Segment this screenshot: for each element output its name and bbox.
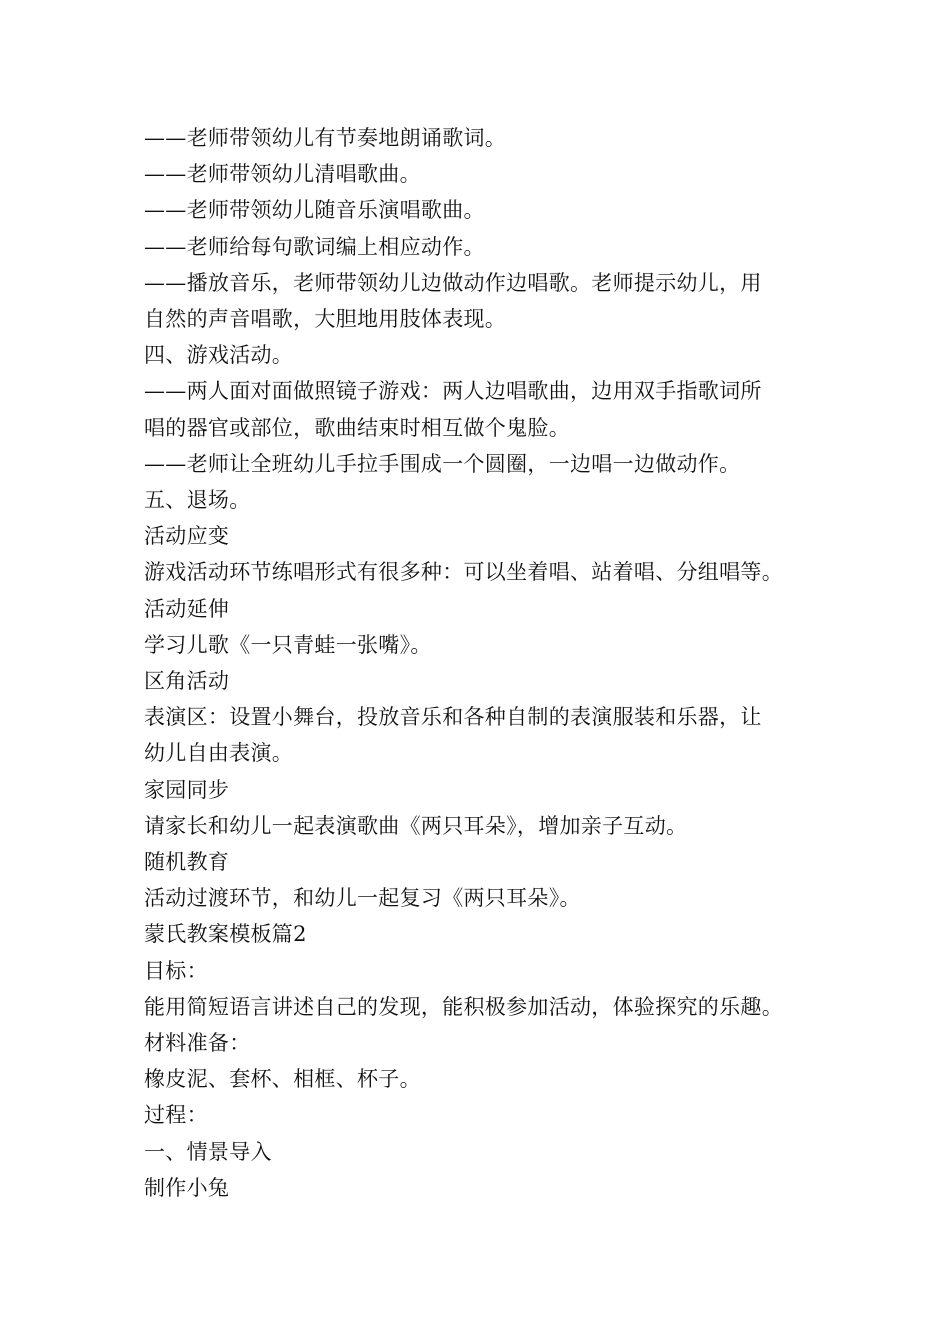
text-line: 游戏活动环节练唱形式有很多种：可以坐着唱、站着唱、分组唱等。: [144, 560, 783, 585]
text-line: 请家长和幼儿一起表演歌曲《两只耳朵》，增加亲子互动。: [144, 813, 688, 838]
text-line: 表演区：设置小舞台，投放音乐和各种自制的表演服装和乐器，让: [144, 705, 762, 730]
text-line: ——老师带领幼儿有节奏地朗诵歌词。: [144, 126, 507, 150]
section-heading: 随机教育: [144, 850, 230, 875]
section-heading: 材料准备：: [144, 1031, 251, 1056]
text-line: ——老师带领幼儿清唱歌曲。: [144, 162, 421, 187]
section-heading: 目标：: [144, 958, 208, 983]
section-heading: 一、情景导入: [144, 1139, 272, 1164]
text-line: 幼儿自由表演。: [144, 741, 294, 766]
text-line: 自然的声音唱歌，大胆地用肢体表现。: [144, 307, 507, 332]
text-line: ——老师给每句歌词编上相应动作。: [144, 234, 485, 259]
text-line: 唱的器官或部位，歌曲结束时相互做个鬼脸。: [144, 415, 570, 440]
section-heading: 四、游戏活动。: [144, 343, 294, 368]
text-line: ——两人面对面做照镜子游戏：两人边唱歌曲，边用双手指歌词所: [144, 379, 762, 404]
text-line: 活动过渡环节，和幼儿一起复习《两只耳朵》。: [144, 886, 581, 911]
text-line: 制作小兔: [144, 1175, 230, 1200]
text-line: 能用简短语言讲述自己的发现，能积极参加活动，体验探究的乐趣。: [144, 994, 783, 1019]
section-heading: 活动应变: [144, 524, 230, 549]
text-line: ——老师让全班幼儿手拉手围成一个圆圈，一边唱一边做动作。: [144, 451, 741, 476]
document-body: [144, 120, 814, 1206]
section-heading: 过程：: [144, 1103, 208, 1128]
section-heading: 区角活动: [144, 669, 230, 694]
document-title: 蒙氏教案模板篇2: [144, 922, 307, 947]
text-line: 橡皮泥、套杯、相框、杯子。: [144, 1067, 421, 1092]
section-heading: 活动延伸: [144, 596, 230, 621]
text-line: ——播放音乐，老师带领幼儿边做动作边唱歌。老师提示幼儿，用: [144, 270, 762, 295]
text-line: 学习儿歌《一只青蛙一张嘴》。: [144, 632, 432, 657]
text-line: ——老师带领幼儿随音乐演唱歌曲。: [144, 198, 485, 223]
section-heading: 五、退场。: [144, 488, 251, 513]
section-heading: 家园同步: [144, 777, 230, 802]
